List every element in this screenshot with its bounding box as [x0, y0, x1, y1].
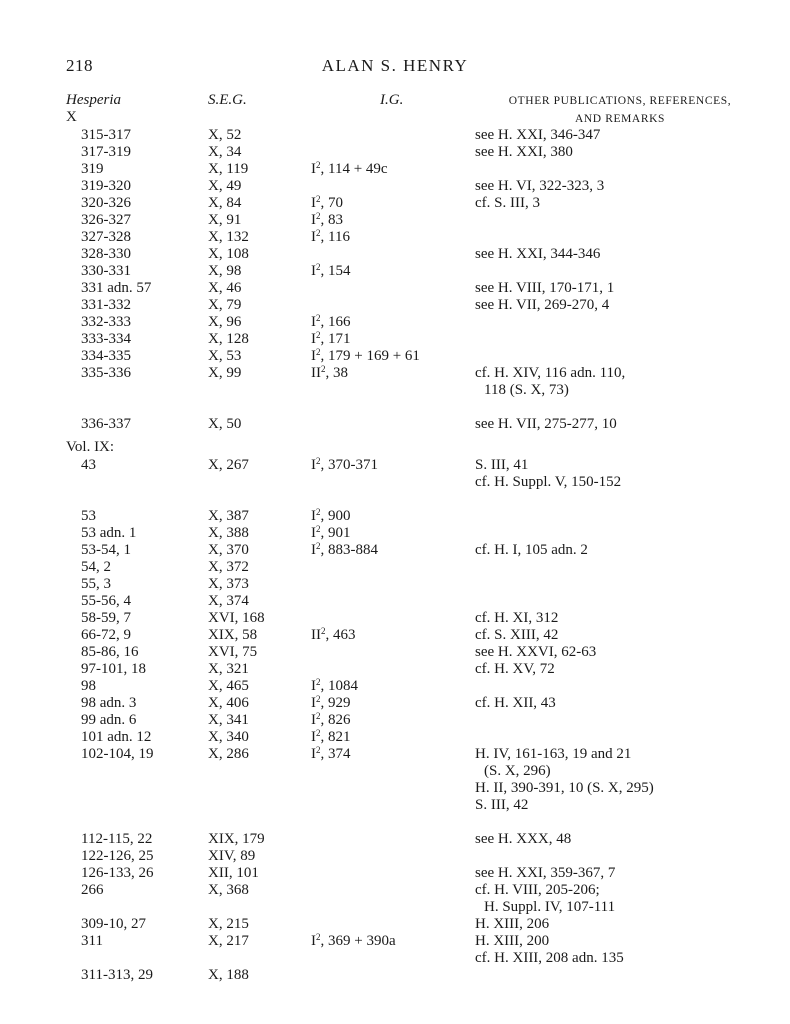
running-title: ALAN S. HENRY — [321, 56, 469, 75]
seg-ref: X, 368 — [208, 882, 249, 898]
seg-ref: X, 79 — [208, 297, 242, 313]
hesperia-ref: 319 — [81, 161, 104, 177]
hesperia-ref: 101 adn. 12 — [81, 729, 152, 745]
hesperia-ref: 334-335 — [81, 348, 131, 364]
hesperia-ref: 330-331 — [81, 263, 131, 279]
seg-ref: X, 119 — [208, 161, 249, 177]
remark-continuation: S. III, 42 — [475, 797, 529, 813]
ig-ref: $I^2$, 900 — [311, 507, 351, 524]
seg-ref: X, 132 — [208, 229, 249, 245]
seg-ref: XVI, 168 — [208, 610, 265, 626]
remark-continuation: H. Suppl. IV, 107-111 — [484, 899, 616, 915]
ig-ref: $I^2$, 1084 — [311, 677, 358, 694]
hesperia-ref: 335-336 — [81, 365, 131, 381]
seg-ref: XII, 101 — [208, 865, 259, 881]
hesperia-ref: 336-337 — [81, 416, 131, 432]
hesperia-ref: 54, 2 — [81, 559, 111, 575]
hesperia-ref: 55-56, 4 — [81, 593, 131, 609]
hesperia-ref: 53 — [81, 508, 96, 524]
remark: cf. H. VIII, 205-206; — [475, 882, 600, 898]
hesperia-ref: 266 — [81, 882, 104, 898]
seg-ref: X, 99 — [208, 365, 242, 381]
seg-ref: X, 465 — [208, 678, 249, 694]
hesperia-ref: 99 adn. 6 — [81, 712, 137, 728]
remark: cf. H. XV, 72 — [475, 661, 555, 677]
ig-ref: $I^2$, 116 — [311, 228, 350, 245]
ig-ref: $I^2$, 114 + 49c — [311, 160, 388, 177]
seg-ref: XVI, 75 — [208, 644, 258, 660]
ig-ref: $I^2$, 179 + 169 + 61 — [311, 347, 420, 364]
remark: see H. XXX, 48 — [475, 831, 572, 847]
hesperia-ref: 53-54, 1 — [81, 542, 131, 558]
remark: H. XIII, 206 — [475, 916, 550, 932]
seg-ref: X, 128 — [208, 331, 249, 347]
seg-ref: X, 286 — [208, 746, 249, 762]
hesperia-ref: 327-328 — [81, 229, 131, 245]
seg-ref: X, 96 — [208, 314, 242, 330]
hesperia-ref: 97-101, 18 — [81, 661, 146, 677]
seg-ref: X, 52 — [208, 127, 242, 143]
hesperia-ref: 331 adn. 57 — [81, 280, 152, 296]
ig-ref: $I^2$, 883-884 — [311, 541, 378, 558]
remark-continuation: 118 (S. X, 73) — [484, 382, 569, 398]
seg-ref: X, 98 — [208, 263, 242, 279]
hesperia-ref: 320-326 — [81, 195, 131, 211]
seg-ref: X, 84 — [208, 195, 242, 211]
remark: cf. H. I, 105 adn. 2 — [475, 542, 588, 558]
seg-ref: X, 46 — [208, 280, 242, 296]
seg-ref: X, 406 — [208, 695, 249, 711]
ig-ref: $I^2$, 70 — [311, 194, 343, 211]
seg-ref: X, 321 — [208, 661, 249, 677]
hesperia-ref: 53 adn. 1 — [81, 525, 137, 541]
remark-continuation: cf. H. Suppl. V, 150-152 — [475, 474, 622, 490]
hesperia-ref: 112-115, 22 — [81, 831, 153, 847]
seg-ref: X, 34 — [208, 144, 242, 160]
seg-ref: X, 267 — [208, 457, 249, 473]
remark-continuation: (S. X, 296) — [484, 763, 551, 779]
hesperia-ref: 102-104, 19 — [81, 746, 154, 762]
hesperia-ref: 332-333 — [81, 314, 131, 330]
ig-ref: $II^2$, 463 — [311, 626, 356, 643]
remark: see H. VIII, 170-171, 1 — [475, 280, 615, 296]
remark: see H. VI, 322-323, 3 — [475, 178, 605, 194]
hesperia-ref: 333-334 — [81, 331, 131, 347]
seg-ref: X, 53 — [208, 348, 242, 364]
seg-ref: X, 50 — [208, 416, 242, 432]
seg-ref: X, 108 — [208, 246, 249, 262]
remark: see H. VII, 275-277, 10 — [475, 416, 617, 432]
hesperia-ref: 326-327 — [81, 212, 131, 228]
seg-ref: XIX, 179 — [208, 831, 265, 847]
ig-ref: $I^2$, 929 — [311, 694, 351, 711]
hesperia-ref: 58-59, 7 — [81, 610, 131, 626]
seg-ref: X, 387 — [208, 508, 249, 524]
remark: see H. VII, 269-270, 4 — [475, 297, 610, 313]
seg-ref: X, 372 — [208, 559, 249, 575]
seg-ref: X, 49 — [208, 178, 242, 194]
seg-ref: X, 215 — [208, 916, 249, 932]
seg-ref: XIV, 89 — [208, 848, 256, 864]
ig-ref: $I^2$, 369 + 390a — [311, 932, 396, 949]
seg-ref: X, 340 — [208, 729, 249, 745]
hesperia-ref: 98 — [81, 678, 96, 694]
seg-ref: X, 370 — [208, 542, 249, 558]
seg-ref: X, 341 — [208, 712, 249, 728]
column-header-other — [470, 92, 770, 128]
seg-ref: X, 91 — [208, 212, 242, 228]
remark: cf. S. III, 3 — [475, 195, 540, 211]
hesperia-ref: 122-126, 25 — [81, 848, 154, 864]
seg-ref: X, 373 — [208, 576, 249, 592]
remark: S. III, 41 — [475, 457, 529, 473]
column-header-other-line1: OTHER PUBLICATIONS, REFERENCES, — [508, 95, 732, 107]
ig-ref: $I^2$, 154 — [311, 262, 351, 279]
hesperia-ref: 317-319 — [81, 144, 131, 160]
hesperia-ref: 315-317 — [81, 127, 131, 143]
ig-ref: $I^2$, 826 — [311, 711, 351, 728]
hesperia-ref: 331-332 — [81, 297, 131, 313]
page-number: 218 — [66, 56, 93, 75]
remark: H. IV, 161-163, 19 and 21 — [475, 746, 632, 762]
hesperia-ref: 85-86, 16 — [81, 644, 139, 660]
hesperia-ref: 66-72, 9 — [81, 627, 131, 643]
seg-ref: XIX, 58 — [208, 627, 258, 643]
hesperia-ref: 43 — [81, 457, 96, 473]
column-header-other-line2: AND REMARKS — [575, 113, 665, 125]
seg-ref: X, 188 — [208, 967, 249, 983]
seg-ref: X, 388 — [208, 525, 249, 541]
remark: see H. XXI, 344-346 — [475, 246, 601, 262]
hesperia-ref: 55, 3 — [81, 576, 111, 592]
ig-ref: $I^2$, 83 — [311, 211, 343, 228]
hesperia-ref: 309-10, 27 — [81, 916, 146, 932]
hesperia-ref: 319-320 — [81, 178, 131, 194]
ig-ref: $I^2$, 166 — [311, 313, 351, 330]
remark: see H. XXVI, 62-63 — [475, 644, 597, 660]
ig-ref: $I^2$, 370-371 — [311, 456, 378, 473]
remark: cf. H. XI, 312 — [475, 610, 559, 626]
section-label-x: X — [66, 109, 77, 125]
hesperia-ref: 311 — [81, 933, 103, 949]
ig-ref: $II^2$, 38 — [311, 364, 348, 381]
remark-continuation: H. II, 390-391, 10 (S. X, 295) — [475, 780, 654, 796]
seg-ref: X, 374 — [208, 593, 249, 609]
column-header-seg: S.E.G. — [208, 92, 247, 108]
remark-continuation: cf. H. XIII, 208 adn. 135 — [475, 950, 624, 966]
column-header-hesperia: Hesperia — [66, 92, 121, 108]
remark: H. XIII, 200 — [475, 933, 550, 949]
ig-ref: $I^2$, 374 — [311, 745, 351, 762]
section-label-vol-ix: Vol. IX: — [66, 439, 115, 455]
hesperia-ref: 98 adn. 3 — [81, 695, 137, 711]
remark: cf. H. XIV, 116 adn. 110, — [475, 365, 626, 381]
remark: cf. H. XII, 43 — [475, 695, 556, 711]
remark: cf. S. XIII, 42 — [475, 627, 559, 643]
remark: see H. XXI, 380 — [475, 144, 573, 160]
ig-ref: $I^2$, 171 — [311, 330, 351, 347]
hesperia-ref: 311-313, 29 — [81, 967, 153, 983]
remark: see H. XXI, 359-367, 7 — [475, 865, 616, 881]
seg-ref: X, 217 — [208, 933, 249, 949]
ig-ref: $I^2$, 821 — [311, 728, 351, 745]
remark: see H. XXI, 346-347 — [475, 127, 601, 143]
hesperia-ref: 328-330 — [81, 246, 131, 262]
ig-ref: $I^2$, 901 — [311, 524, 351, 541]
hesperia-ref: 126-133, 26 — [81, 865, 154, 881]
column-header-ig: I.G. — [380, 92, 404, 108]
